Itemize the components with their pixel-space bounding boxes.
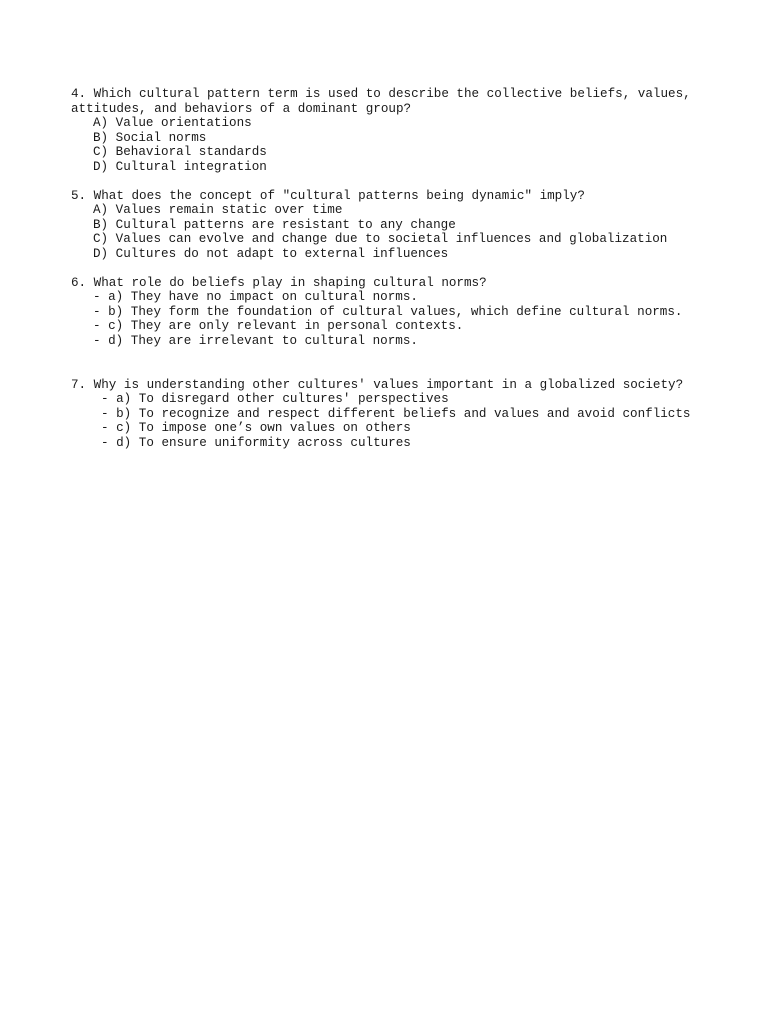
answer-option-c: C) Behavioral standards [93,145,267,160]
answer-option-b: - b) They form the foundation of cultural values, which define cultural norms. [93,304,683,319]
answer-option-c: - c) To impose one’s own values on others [101,421,411,436]
answer-option-b: - b) To recognize and respect different beliefs and values and avoid conflicts [101,406,691,421]
answer-option-a: A) Values remain static over time [93,203,343,218]
answer-option-c: - c) They are only relevant in personal contexts. [93,319,464,334]
answer-option-a: - a) They have no impact on cultural norms. [93,290,418,305]
answer-option-a: A) Value orientations [93,116,252,131]
question-stem: 6. What role do beliefs play in shaping cultural norms? [71,275,487,290]
question-7 [71,378,751,451]
answer-option-a: - a) To disregard other cultures' perspectives [101,392,449,407]
document-page [71,87,751,450]
question-5 [71,189,751,262]
question-6 [71,276,751,349]
question-stem: 4. Which cultural pattern term is used to describe the collective beliefs, values, [71,87,691,101]
answer-option-d: - d) To ensure uniformity across cultures [101,435,411,450]
question-stem: 7. Why is understanding other cultures' values important in a globalized society? [71,377,684,392]
answer-option-d: D) Cultural integration [93,159,267,174]
question-stem: 5. What does the concept of "cultural patterns being dynamic" imply? [71,188,585,203]
answer-option-b: B) Cultural patterns are resistant to any change [93,217,456,232]
answer-option-c: C) Values can evolve and change due to societal influences and globalization [93,232,668,247]
answer-option-d: - d) They are irrelevant to cultural norms. [93,333,418,348]
question-4 [71,87,751,175]
answer-option-d: D) Cultures do not adapt to external influences [93,246,449,261]
question-stem: attitudes, and behaviors of a dominant group? [71,101,412,116]
answer-option-b: B) Social norms [93,130,207,145]
